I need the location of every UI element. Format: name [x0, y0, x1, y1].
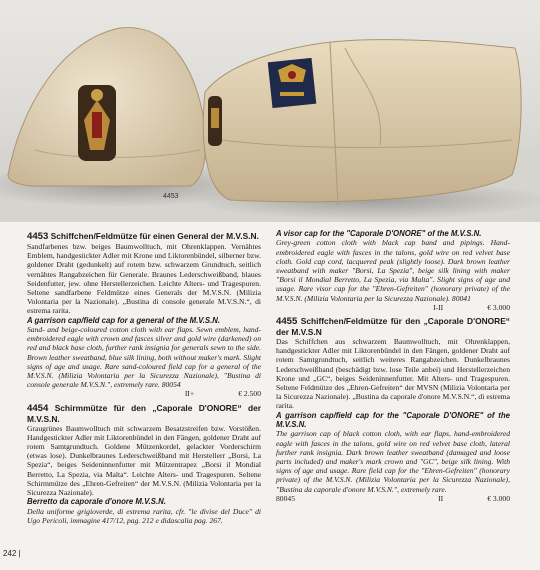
page-number-text: 242	[3, 549, 17, 558]
lot-4453-text-de: Sandfarbenes bzw. beiges Baumwolltuch, mit Ohrenklappen. Vernähtes Emblem, handgestickter Adler mit Krone und Liktorenbündel, silberner bzw. goldener Draht (gedunkelt) auf rotem bzw. schwarzem Grundtuch, seitlich vernähtes Rangabzeichen für Generale. Braunes Lederschweißband, blaues Seidenfutter, jew. ohne Herstellerzeichen. Leichte Alters- und Tragespuren. Seltene sandfarbene Feldmütze eines Generals der M.V.S.N. (Milizia Volontaria per la Nazionale). „Bustina di console generale M.V.S.N.“, di estrema rarita.	[27, 242, 261, 316]
lot-4453-title-en: A garrison cap/field cap for a general of the M.V.S.N.	[27, 315, 221, 325]
garrison-cap-illustration	[0, 0, 540, 222]
lot-4455-price-line	[276, 494, 510, 503]
lot-4453-heading	[27, 231, 261, 242]
lot-4454-price-line	[276, 303, 510, 312]
lot-4454-grade: I-II	[433, 302, 444, 312]
lot-4455-text-de: Das Schiffchen aus schwarzem Baumwolltuch, mit Ohrenklappen, handgestickter Adler mit Liktorenbündel in den Fängen, goldener Draht auf rotem Samtgrundtuch, seitlich weiteres Rangabzeichen. Dunkelbraunes Lederschweißband (beschädigt bzw. lose Teile anbei) und Herstellerzeichen Krone und „GC“, beiges Seideninnenfutter. Mit Alters- und Tragespuren. Seltene Feldmütze des „Ehren-Gefreiten“ der MVSN (Milizia Volontaria per la Sicurezza Nazionale). „Bustina da caporale d'onore M.V.S.N.“, di estrema rarita.	[276, 337, 510, 411]
eagle-emblem-left	[78, 85, 116, 161]
lot-4454-price: € 3.000	[487, 302, 510, 312]
lot-4453-price: € 2.500	[238, 389, 261, 399]
lot-4454-text-it: Della uniforme grigioverde, di estrema rarita, cfr. "le divise del Duce" di Ugo Pericoli, immagine 417/12, pag. 212 e didascalia pag. 267.	[27, 506, 261, 525]
lot-4455-grade: II	[438, 493, 444, 503]
lot-4455-number: 4455	[276, 316, 298, 328]
right-column	[276, 229, 510, 503]
lot-4454-title-it: Berretto da caporale d'onore M.V.S.N.	[27, 497, 166, 507]
lot-4455-code: 80045	[276, 493, 295, 503]
product-photo	[0, 0, 540, 222]
photo-lot-label: 4453	[163, 193, 179, 200]
left-column	[27, 229, 261, 525]
lot-4454-text-de: Graugrünes Baumwolltuch mit schwarzem Besatzstreifen bzw. Vorstößen. Handgestickter Adler mit Liktorenbündel in den Fängen, goldener Draht auf rotem Samtgrundtuch. Goldene Mützenkordel, gelackter Vorderschirm (etwas lose). Dunkelbraunes Lederschweißband mit Herstellerr „Borsi, La Spezia“, beiges Seideninnenfutter mit Mützentrapez „Borsi il Mondial Berretto, La Spezia, via Malta“. Leichte Alters- und Tragespuren. Seltene Schirmmütze des „Ehren-Gefreiten“ der M.V.S.N. (Milizia Volontaria per la Sicurezza Nazionale).	[27, 423, 261, 498]
lot-4455-heading	[276, 316, 510, 337]
lot-4453-grade: II+	[184, 389, 195, 399]
lot-4453-number: 4453	[27, 231, 49, 242]
rank-insignia-patch	[268, 58, 317, 108]
lot-4454-text-en: Grey-green cotton cloth with black cap band and pipings. Hand-embroidered eagle with fasces in the talons, gold wire on red velvet base cloth. Gold cap cord, lacquered peak (slightly loose). Dark brown leather sweatband with maker "Borsi, La Spezia", beige silk lining with maker "Borsi il Mondial Berretto, La Spezia, via Malta". Slight signs of age and usage. Rare visor cap for the "Ehren-Gefreiten" (honorary private) of the M.V.S.N. (Milizia Volontaria per la Sicurezza Nazionale). 80041	[276, 238, 510, 303]
lot-4453-price-line	[27, 389, 261, 398]
lot-4454-title-de: Schirmmütze für den „Caporale D'ONORE“ der M.V.S.N.	[27, 402, 262, 424]
lot-4455-title-de: Schiffchen/Feldmütze für den „Caporale D'ONORE“ der M.V.S.N	[276, 316, 510, 338]
lot-4455-title-en: A garrison cap/field cap for the "Caporale D'ONORE" of the M.V.S.N.	[276, 410, 510, 430]
lot-4455-price: € 3.000	[487, 493, 510, 503]
lot-4454-number: 4454	[27, 402, 49, 414]
lot-4454-title-en: A visor cap for the "Caporale D'ONORE" of the M.V.S.N.	[276, 229, 482, 238]
lot-4455-text-en: The garrison cap of black cotton cloth, with ear flaps, hand-embroidered eagle with fasces in the talons, gold wire on red velvet base cloth, lateral further rank insignia. Dark brown leather sweatband (damaged and loose parts included) and maker's mark crown and "GC", beige silk lining. With signs of age and usage. Rare field cap for the "Ehren-Gefreiten" (honorary private) of the M.V.S.N. (Milizia Volontaria per la Sicurezza Nazionale), "Bustina da caporale d'onore M.V.S.N.", extremely rare.	[276, 429, 510, 494]
lot-4453-title-de: Schiffchen/Feldmütze für einen General der M.V.S.N.	[50, 231, 259, 241]
lot-4454-heading	[27, 403, 261, 424]
page-number: 242 |	[3, 549, 21, 558]
eagle-emblem-right	[208, 96, 222, 146]
lot-4453-text-en: Sand- and beige-coloured cotton cloth with ear flaps. Sewn emblem, hand-embroidered eagle with crown and fasces silver and gold wire (darkened) on red and black base cloth, further rank insignia for generals sewn to the side. Brown leather sweatband, blue silk lining, both without maker's mark. Slight signs of age and usage. Rare sand-coloured field cap for a general of the M.V.S.N. (Milizia Volontaria per la Sicurezza Nazionale), "Bustina di console generale M.V.S.N.", extremely rare. 80054	[27, 325, 261, 390]
